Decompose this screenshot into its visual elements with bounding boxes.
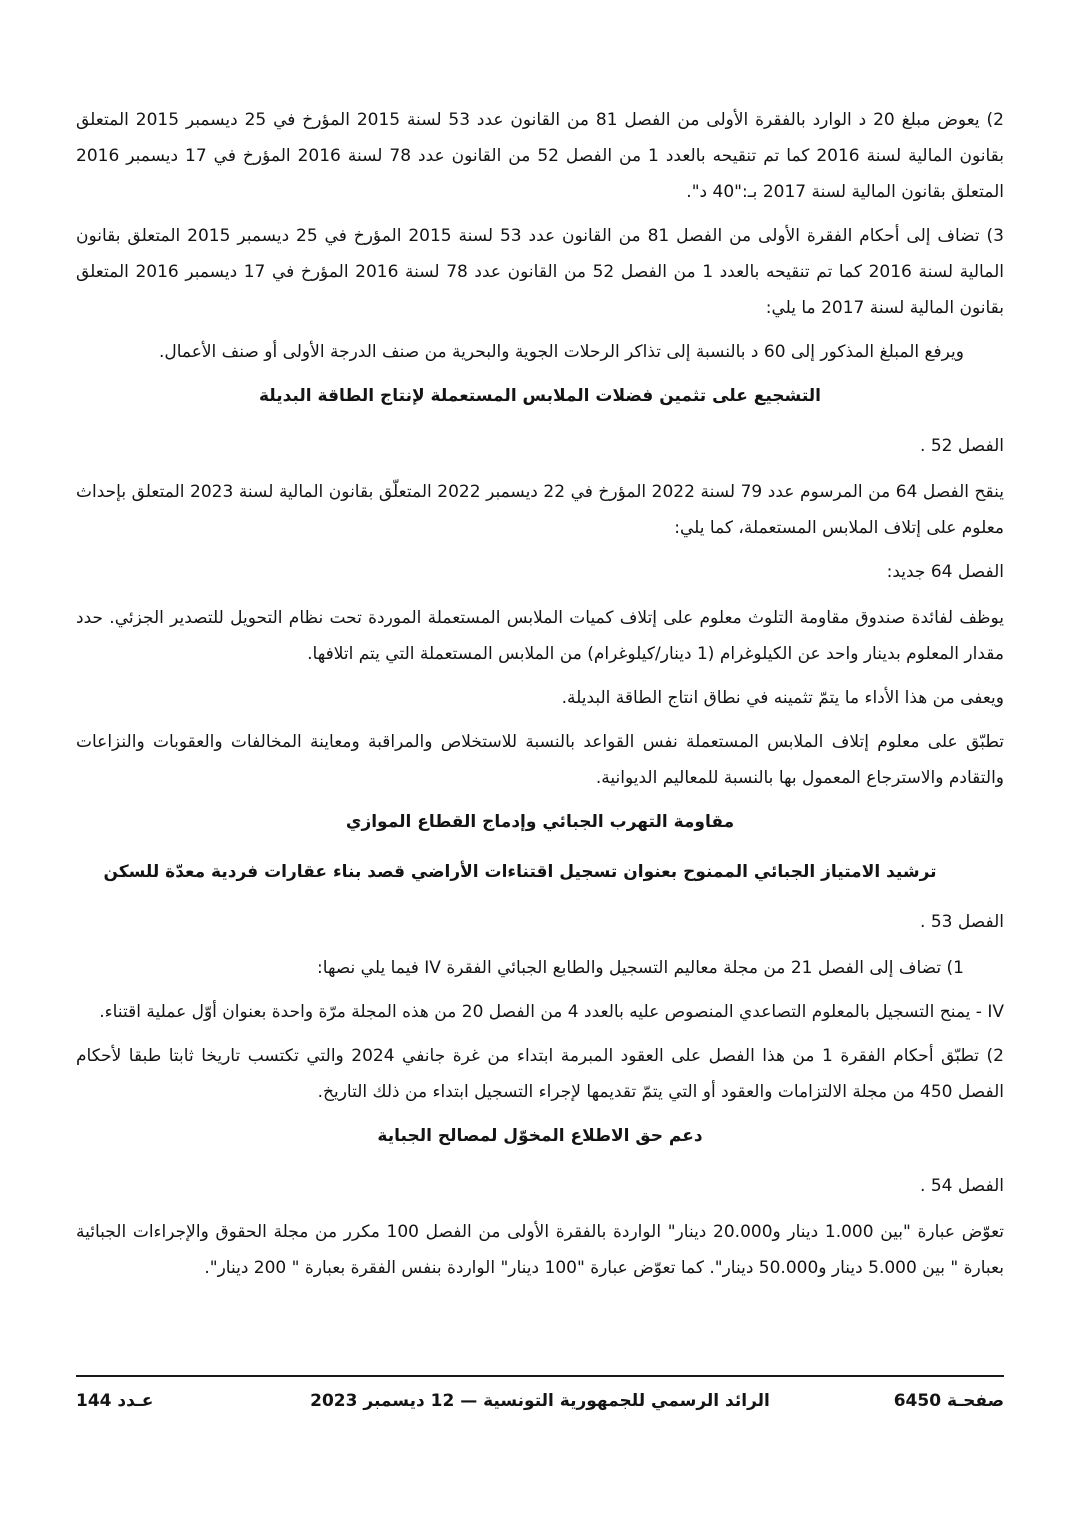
article-label-52: الفصل 52 . (920, 436, 1004, 456)
footer-issue-number: عـدد 144 (76, 1391, 154, 1411)
paragraph-rules-application: تطبّق على معلوم إتلاف الملابس المستعملة نفس القواعد بالنسبة للاستخلاص والمراقبة ومعاينة المخالفات والعقوبات والنزاعات والتقادم والاسترجاع المعمول بها بالنسبة للمعاليم الديوانية. (76, 732, 1004, 788)
paragraph-article-51-item-3: 3) تضاف إلى أحكام الفقرة الأولى من الفصل 81 من القانون عدد 53 لسنة 2015 المؤرخ في 25 ديسمبر 2015 المتعلق بقانون المالية لسنة 2016 كما تم تنقيحه بالعدد 1 من الفصل 52 من القانون عدد 78 لسنة 2016 المؤرخ في 17 ديسمبر 2016 المتعلق بقانون المالية لسنة 2017 ما يلي: (76, 226, 1004, 318)
paragraph-paragraph-iv: IV - يمنح التسجيل بالمعلوم التصاعدي المنصوص عليه بالعدد 4 من الفصل 20 من هذه المجلة مرّة واحدة بعنوان أوّل عملية اقتناء. (99, 1002, 1004, 1022)
document-body (76, 102, 1004, 1294)
page-footer (76, 1386, 1004, 1416)
paragraph-pollution-fund-fee: يوظف لفائدة صندوق مقاومة التلوث معلوم على إتلاف كميات الملابس المستعملة الموردة تحت نظام التحويل للتصدير الجزئي. حدد مقدار المعلوم بدينار واحد عن الكيلوغرام (1 دينار/كيلوغرام) من الملابس المستعملة التي يتم اتلافها. (76, 608, 1004, 664)
paragraph-amount-increase: ويرفع المبلغ المذكور إلى 60 د بالنسبة إلى تذاكر الرحلات الجوية والبحرية من صنف الدرجة الأولى أو صنف الأعمال. (158, 342, 964, 362)
article-label-53: الفصل 53 . (920, 912, 1004, 932)
paragraph-article-51-item-2: 2) يعوض مبلغ 20 د الوارد بالفقرة الأولى من الفصل 81 من القانون عدد 53 لسنة 2015 المؤرخ في 25 ديسمبر 2015 المتعلق بقانون المالية لسنة 2016 كما تم تنقيحه بالعدد 1 من الفصل 52 من القانون عدد 78 لسنة 2016 المؤرخ في 17 ديسمبر 2016 المتعلق بقانون المالية لسنة 2017 بـ:"40 د". (76, 110, 1004, 202)
paragraph-exemption: ويعفى من هذا الأداء ما يتمّ تثمينه في نطاق انتاج الطاقة البديلة. (561, 688, 1004, 708)
paragraph-article-53-item-2: 2) تطبّق أحكام الفقرة 1 من هذا الفصل على العقود المبرمة ابتداء من غرة جانفي 2024 والتي تكتسب تاريخا ثابتا طبقا لأحكام الفصل 450 من مجلة الالتزامات والعقود أو التي يتمّ تقديمها لإجراء التسجيل ابتداء من ذلك التاريخ. (76, 1046, 1004, 1102)
article-label-64-new: الفصل 64 جديد: (886, 562, 1004, 582)
footer-page-number: صفحـة 6450 (893, 1391, 1004, 1411)
article-label-54: الفصل 54 . (920, 1176, 1004, 1196)
footer-divider (76, 1375, 1004, 1377)
section-heading-land-acquisition: ترشيد الامتياز الجبائي الممنوح بعنوان تسجيل اقتناءات الأراضي قصد بناء عقارات فردية معدّة للسكن (103, 862, 937, 882)
paragraph-article-53-item-1: 1) تضاف إلى الفصل 21 من مجلة معاليم التسجيل والطابع الجبائي الفقرة IV فيما يلي نصها: (317, 958, 964, 978)
paragraph-article-52-intro: ينقح الفصل 64 من المرسوم عدد 79 لسنة 2022 المؤرخ في 22 ديسمبر 2022 المتعلّق بقانون المالية لسنة 2023 المتعلق بإحداث معلوم على إتلاف الملابس المستعملة، كما يلي: (76, 482, 1004, 538)
paragraph-article-54: تعوّض عبارة "بين 1.000 دينار و20.000 دينار" الواردة بالفقرة الأولى من الفصل 100 مكرر من مجلة الحقوق والإجراءات الجبائية بعبارة " بين 5.000 دينار و50.000 دينار". كما تعوّض عبارة "100 دينار" الواردة بنفس الفقرة بعبارة " 200 دينار". (76, 1222, 1005, 1278)
section-heading-tax-evasion: مقاومة التهرب الجبائي وإدماج القطاع الموازي (345, 812, 735, 832)
section-heading-textile-waste: التشجيع على تثمين فضلات الملابس المستعملة لإنتاج الطاقة البديلة (258, 386, 821, 406)
section-heading-right-of-access: دعم حق الاطلاع المخوّل لمصالح الجباية (377, 1126, 703, 1146)
footer-journal-title: الرائد الرسمي للجمهورية التونسية — 12 ديسمبر 2023 (310, 1391, 770, 1411)
